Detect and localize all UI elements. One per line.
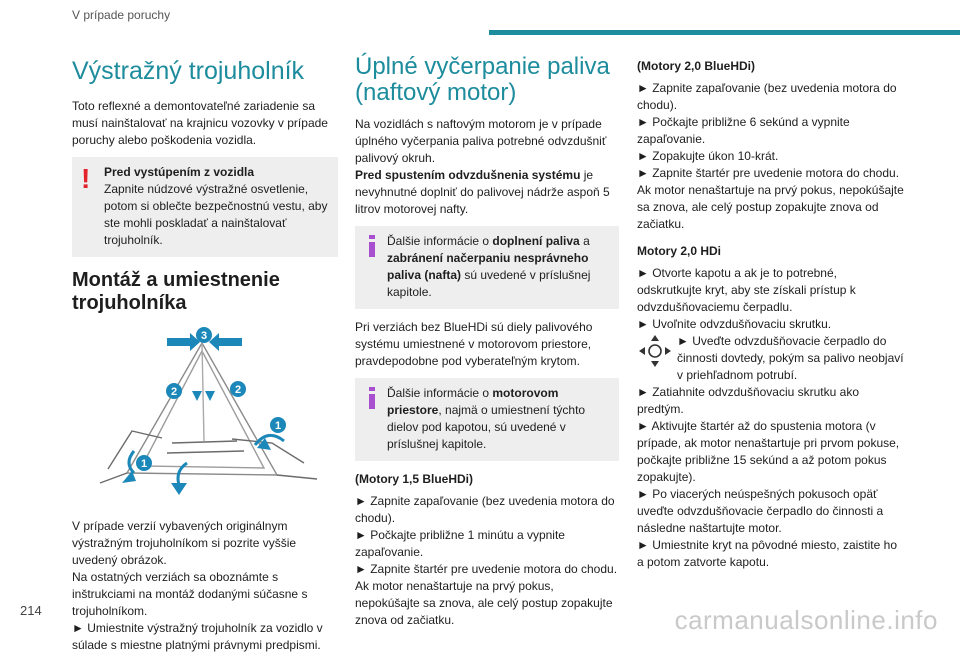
step-b1: ► Otvorte kapotu a ak je to potrebné, odskrutkujte kryt, aby ste získali prístup k odvzdušňovaciemu čerpadlu. bbox=[637, 266, 856, 314]
step-a1: ► Zapnite zapaľovanie (bez uvedenia motora do chodu). bbox=[637, 81, 897, 112]
note-no-start: Ak motor nenaštartuje na prvý pokus, nepokúšajte sa znova, ale celý postup zopakujte znova od začiatku. bbox=[355, 579, 613, 627]
marker-label-2b: 2 bbox=[234, 384, 242, 396]
watermark: carmanualsonline.info bbox=[674, 605, 938, 635]
bleed-pump-icon bbox=[637, 333, 673, 369]
step-a4: ► Zapnite štartér pre uvedenie motora do chodu. bbox=[637, 166, 900, 180]
info-box-engine-compartment bbox=[355, 378, 619, 461]
paragraph-non-bluehdi: Pri verziách bez BlueHDi sú diely palivového systému umiestnené v motorovom priestore, pravdepodobne pod vyberateľným krytom. bbox=[355, 320, 593, 368]
step-b6: ► Po viacerých neúspešných pokusoch opäť uveďte odvzdušňovacie čerpadlo do činnosti a následne naštartujte motor. bbox=[637, 487, 884, 535]
header-accent-bar bbox=[489, 30, 960, 35]
marker-label-2a: 2 bbox=[170, 386, 178, 398]
paragraph-before-bleed-bold: Pred spustením odvzdušnenia systému bbox=[355, 168, 581, 182]
exclamation-icon: ! bbox=[81, 163, 91, 194]
info1-part-e: sú uvedené v príslušnej kapitole. bbox=[387, 268, 591, 299]
note-a5: Ak motor nenaštartuje na prvý pokus, nepokúšajte sa znova, ale celý postup zopakujte znova od začiatku. bbox=[637, 183, 904, 231]
step-a3: ► Zopakujte úkon 10-krát. bbox=[637, 149, 779, 163]
triangle-assembly-figure bbox=[72, 323, 338, 501]
subtitle-engine-20-hdi: Motory 2,0 HDi bbox=[637, 244, 722, 258]
marker-label-1a: 1 bbox=[274, 420, 282, 432]
step-wait-1-minute: ► Počkajte približne 1 minútu a vypnite zapaľovanie. bbox=[355, 528, 565, 559]
subtitle-engine-20-bluehdi: (Motory 2,0 BlueHDi) bbox=[637, 59, 756, 73]
info-box-refuel bbox=[355, 226, 619, 309]
title-warning-triangle: Výstražný trojuholník bbox=[72, 57, 305, 85]
section-title-assembly: Montáž a umiestnenie trojuholníka bbox=[72, 269, 280, 314]
page-number: 214 bbox=[20, 603, 42, 618]
column-engine-procedures bbox=[637, 52, 905, 571]
info2-part-b: motorovom priestore bbox=[387, 386, 559, 417]
marker-1a bbox=[270, 417, 286, 433]
step-b7: ► Umiestnite kryt na pôvodné miesto, zaistite ho a potom zatvorte kapotu. bbox=[637, 538, 897, 569]
paragraph-place-triangle: ► Umiestnite výstražný trojuholník za vozidlo v súlade s miestne platnými právnymi predpismi. bbox=[72, 621, 323, 652]
paragraph-original-triangle: V prípade verzií vybavených originálnym výstražným trojuholníkom si pozrite vyššie uvedený obrázok. bbox=[72, 519, 297, 567]
step-ignition-on: ► Zapnite zapaľovanie (bez uvedenia motora do chodu). bbox=[355, 494, 615, 525]
info1-part-d: zabránení načerpaniu nesprávneho paliva (nafta) bbox=[387, 251, 589, 282]
section-header: V prípade poruchy bbox=[72, 8, 171, 22]
subtitle-engine-15-bluehdi: (Motory 1,5 BlueHDi) bbox=[355, 472, 474, 486]
marker-2b bbox=[230, 381, 246, 397]
column-warning-triangle bbox=[72, 52, 338, 654]
column-fuel-exhaustion bbox=[355, 52, 619, 629]
step-b3-with-icon bbox=[637, 333, 905, 384]
info1-part-a: Ďalšie informácie o bbox=[387, 234, 493, 248]
info1-part-b: doplnení paliva bbox=[492, 234, 580, 248]
intro-paragraph: Toto reflexné a demontovateľné zariadenie sa musí nainštalovať na krajnicu vozovky v prípade poruchy alebo poškodenia vozidla. bbox=[72, 99, 328, 147]
warning-title: Pred vystúpením z vozidla bbox=[104, 165, 255, 179]
paragraph-diesel-bleed: Na vozidlách s naftovým motorom je v prípade úplného vyčerpania paliva potrebné odvzdušniť palivový okruh. bbox=[355, 117, 607, 165]
step-b2: ► Uvoľnite odvzdušňovaciu skrutku. bbox=[637, 317, 832, 331]
step-b4: ► Zatiahnite odvzdušňovaciu skrutku ako predtým. bbox=[637, 385, 859, 416]
marker-2a bbox=[166, 383, 182, 399]
marker-1b bbox=[136, 455, 152, 471]
step-b3: ► Uveďte odvzdušňovacie čerpadlo do činnosti dovtedy, pokým sa palivo neobjaví v priehľadnom potrubí. bbox=[677, 334, 904, 382]
info1-part-c: a bbox=[579, 234, 590, 248]
marker-label-3: 3 bbox=[200, 330, 208, 342]
info2-part-c: , najmä o umiestnení týchto dielov pod kapotou, sú uvedené v príslušnej kapitole. bbox=[387, 403, 586, 451]
step-starter: ► Zapnite štartér pre uvedenie motora do chodu. bbox=[355, 562, 618, 576]
paragraph-before-bleed-rest: je nevyhnutné doplniť do palivovej nádrže aspoň 5 litrov motorovej nafty. bbox=[355, 168, 610, 216]
info2-part-a: Ďalšie informácie o bbox=[387, 386, 493, 400]
marker-3 bbox=[196, 327, 212, 343]
step-a2: ► Počkajte približne 6 sekúnd a vypnite zapaľovanie. bbox=[637, 115, 850, 146]
title-fuel-exhaustion: Úplné vyčerpanie paliva (naftový motor) bbox=[355, 53, 610, 106]
paragraph-other-versions: Na ostatných verziách sa oboznámte s inštrukciami na montáž dodanými súčasne s trojuholníkom. bbox=[72, 570, 308, 618]
step-b5: ► Aktivujte štartér až do spustenia motora (v prípade, ak motor nenaštartuje pri prvom pokuse, počkajte približne 15 sekúnd a až potom pokus zopakujte). bbox=[637, 419, 900, 484]
warning-text: Zapnite núdzové výstražné osvetlenie, potom si oblečte bezpečnostnú vestu, aby ste mohli poskladať a nainštalovať trojuholník. bbox=[104, 182, 328, 247]
marker-label-1b: 1 bbox=[140, 458, 148, 470]
info-icon bbox=[365, 387, 379, 409]
info-icon bbox=[365, 235, 379, 257]
warning-box bbox=[72, 157, 338, 257]
